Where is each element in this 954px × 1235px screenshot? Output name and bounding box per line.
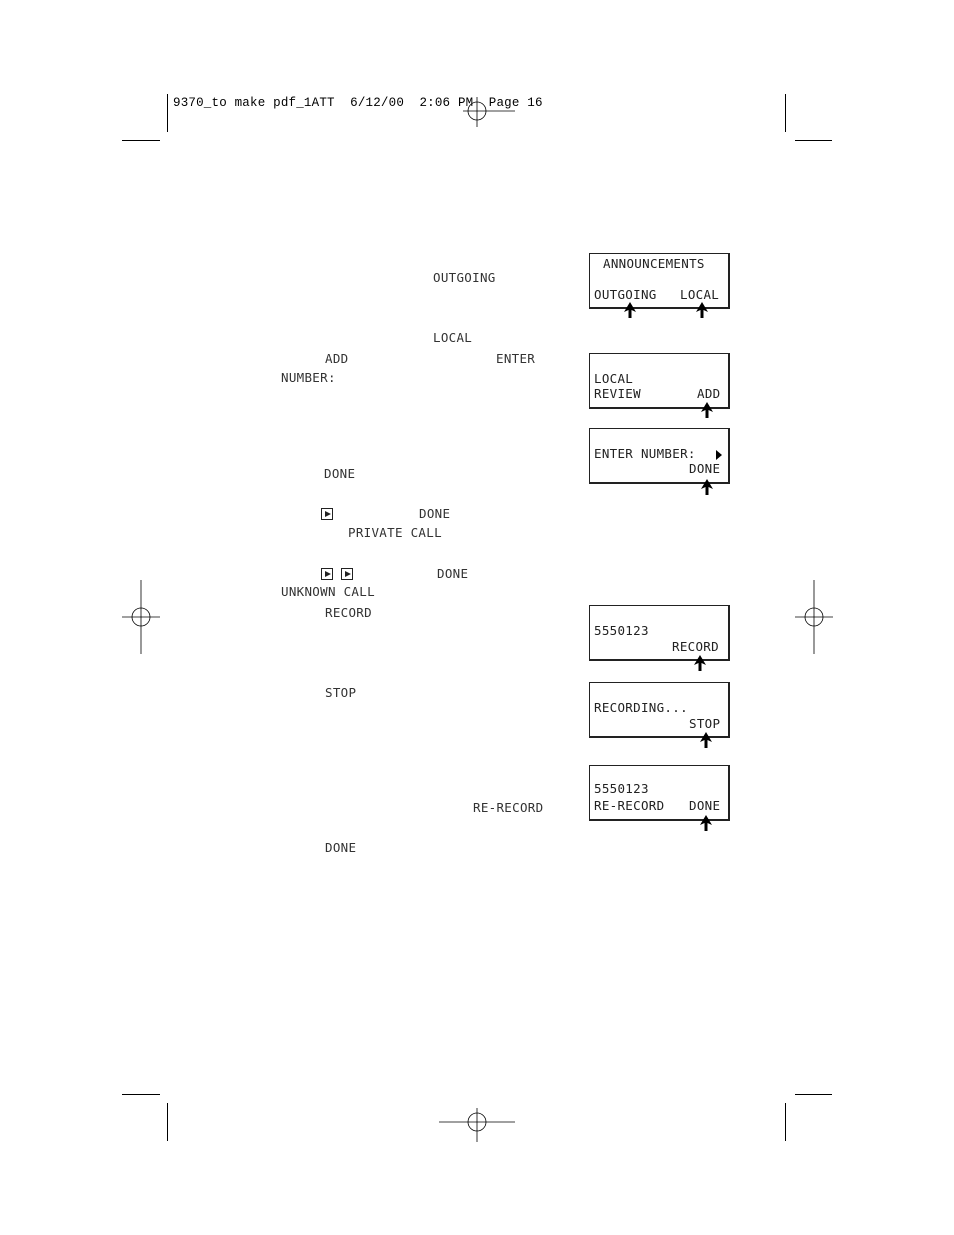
crop-mark: [785, 1103, 786, 1141]
lcd-line: 5550123: [594, 781, 649, 796]
lcd-line: 5550123: [594, 623, 649, 638]
lcd-line: ENTER NUMBER:: [594, 446, 696, 461]
up-arrow-icon: [701, 479, 713, 495]
softkey-stop[interactable]: STOP: [689, 716, 721, 731]
kw-re-record: RE-RECORD: [473, 800, 544, 815]
softkey-local[interactable]: LOCAL: [680, 287, 720, 302]
play-icon: [341, 568, 353, 580]
crosshair-icon: [795, 580, 833, 654]
softkey-outgoing[interactable]: OUTGOING: [594, 287, 657, 302]
kw-done: DONE: [324, 466, 356, 481]
kw-done: DONE: [325, 840, 357, 855]
up-arrow-icon: [700, 732, 712, 748]
up-arrow-icon: [624, 302, 636, 318]
crosshair-icon: [439, 1108, 515, 1142]
lcd-screen-enter-number: [589, 428, 730, 484]
play-icon: [321, 508, 333, 520]
kw-private-call: PRIVATE CALL: [348, 525, 442, 540]
kw-number: NUMBER:: [281, 370, 336, 385]
play-icon: [321, 568, 333, 580]
kw-done: DONE: [437, 566, 469, 581]
up-arrow-icon: [701, 402, 713, 418]
lcd-line: LOCAL: [594, 371, 634, 386]
crop-mark: [795, 1094, 832, 1095]
kw-stop: STOP: [325, 685, 357, 700]
up-arrow-icon: [696, 302, 708, 318]
crop-mark: [122, 140, 160, 141]
lcd-screen-review: [589, 765, 730, 821]
cursor-icon: [716, 450, 722, 460]
crop-mark: [167, 1103, 168, 1141]
kw-record: RECORD: [325, 605, 372, 620]
kw-done: DONE: [419, 506, 451, 521]
crop-mark: [167, 94, 168, 132]
up-arrow-icon: [694, 655, 706, 671]
crosshair-icon: [463, 97, 515, 127]
softkey-review[interactable]: REVIEW: [594, 386, 641, 401]
crop-mark: [785, 94, 786, 132]
crop-mark: [795, 140, 832, 141]
crosshair-icon: [122, 580, 160, 654]
softkey-done[interactable]: DONE: [689, 798, 721, 813]
lcd-screen-announcements: [589, 253, 730, 309]
kw-local: LOCAL: [433, 330, 473, 345]
print-slug: 9370_to make pdf_1ATT 6/12/00 2:06 PM Page 16: [173, 96, 543, 110]
lcd-line: RECORDING...: [594, 700, 688, 715]
crop-mark: [122, 1094, 160, 1095]
softkey-re-record[interactable]: RE-RECORD: [594, 798, 665, 813]
softkey-done[interactable]: DONE: [689, 461, 721, 476]
kw-outgoing: OUTGOING: [433, 270, 496, 285]
lcd-screen-record: [589, 605, 730, 661]
softkey-add[interactable]: ADD: [697, 386, 721, 401]
kw-unknown-call: UNKNOWN CALL: [281, 584, 375, 599]
softkey-record[interactable]: RECORD: [672, 639, 719, 654]
lcd-screen-recording: [589, 682, 730, 738]
kw-enter: ENTER: [496, 351, 536, 366]
up-arrow-icon: [700, 815, 712, 831]
kw-add: ADD: [325, 351, 349, 366]
lcd-line: ANNOUNCEMENTS: [603, 256, 705, 271]
lcd-screen-local: [589, 353, 730, 409]
